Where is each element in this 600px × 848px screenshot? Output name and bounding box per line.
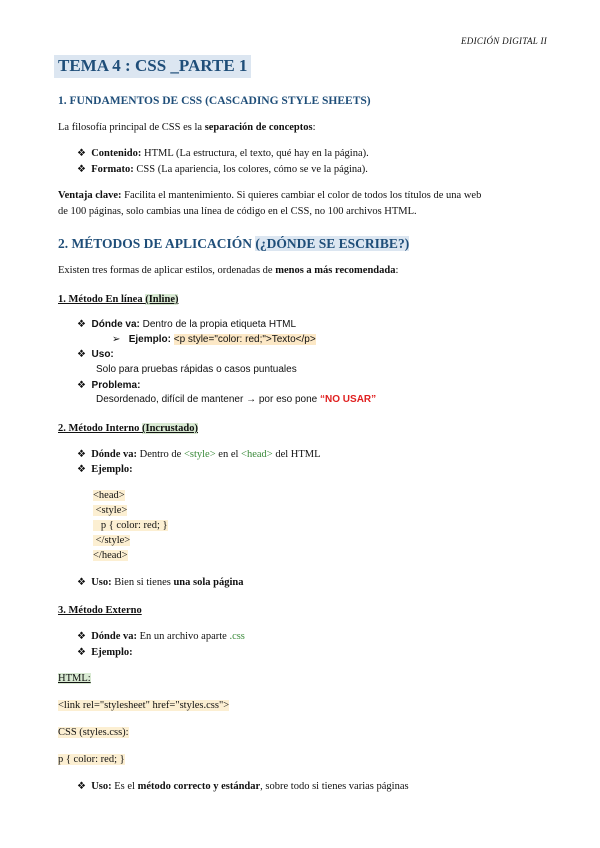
m2-donde: ❖ Dónde va: Dentro de <style> en el <head> del HTML [77, 449, 321, 460]
section-1-heading: 1. FUNDAMENTOS DE CSS (CASCADING STYLE SHEETS) [58, 95, 371, 107]
diamond-bullet-icon: ❖ [77, 349, 86, 360]
s1-intro: La filosofía principal de CSS es la separación de conceptos: [58, 122, 316, 133]
diamond-bullet-icon: ❖ [77, 449, 86, 460]
m1-uso-text: Solo para pruebas rápidas o casos puntuales [96, 364, 297, 375]
s1-item-contenido: ❖ Contenido: HTML (La estructura, el texto, qué hay en la página). [77, 148, 369, 159]
m3-css-code: p { color: red; } [58, 754, 125, 765]
m3-uso: ❖ Uso: Es el método correcto y estándar, sobre todo si tienes varias páginas [77, 781, 409, 792]
method-3-heading: 3. Método Externo [58, 605, 142, 616]
m3-html-label: HTML: [58, 673, 91, 684]
arrow-bullet-icon: ➢ [112, 334, 121, 345]
m1-ejemplo: ➢ Ejemplo: <p style="color: red;">Texto</p> [112, 334, 316, 345]
m1-problema-label: ❖ Problema: [77, 380, 141, 391]
header-right: EDICIÓN DIGITAL II [461, 36, 548, 46]
page-title: TEMA 4 : CSS _PARTE 1 [54, 55, 251, 78]
m2-uso: ❖ Uso: Bien si tienes una sola página [77, 577, 244, 588]
m3-css-label: CSS (styles.css): [58, 727, 129, 738]
m2-code-line: <head> [93, 490, 125, 501]
diamond-bullet-icon: ❖ [77, 577, 86, 588]
diamond-bullet-icon: ❖ [77, 647, 86, 658]
s1-ventaja-line1: Ventaja clave: Facilita el mantenimiento. Si quieres cambiar el color de todos los títulos de una web [58, 190, 482, 201]
diamond-bullet-icon: ❖ [77, 380, 86, 391]
section-2-heading: 2. MÉTODOS DE APLICACIÓN (¿DÓNDE SE ESCRIBE?) [58, 236, 410, 251]
m2-code-line: <style> [93, 505, 128, 516]
diamond-bullet-icon: ❖ [77, 164, 86, 175]
s2-intro: Existen tres formas de aplicar estilos, ordenadas de menos a más recomendada: [58, 265, 399, 276]
diamond-bullet-icon: ❖ [77, 464, 86, 475]
m2-code-line: </head> [93, 550, 128, 561]
m1-donde: ❖ Dónde va: Dentro de la propia etiqueta HTML [77, 319, 297, 330]
m2-code-line: p { color: red; } [93, 520, 168, 531]
diamond-bullet-icon: ❖ [77, 781, 86, 792]
method-2-heading: 2. Método Interno (Incrustado) [58, 423, 199, 434]
diamond-bullet-icon: ❖ [77, 631, 86, 642]
m3-html-code: <link rel="stylesheet" href="styles.css"> [58, 700, 230, 711]
m2-code-line: </style> [93, 535, 131, 546]
m2-ejemplo: ❖ Ejemplo: [77, 464, 133, 475]
diamond-bullet-icon: ❖ [77, 319, 86, 330]
s1-ventaja-line2: de 100 páginas, solo cambias una línea de código en el CSS, no 100 archivos HTML. [58, 206, 417, 217]
m1-uso-label: ❖ Uso: [77, 349, 114, 360]
m3-ejemplo: ❖ Ejemplo: [77, 647, 133, 658]
method-1-heading: 1. Método En línea (Inline) [58, 294, 179, 305]
s1-item-formato: ❖ Formato: CSS (La apariencia, los colores, cómo se ve la página). [77, 164, 368, 175]
m3-donde: ❖ Dónde va: En un archivo aparte .css [77, 631, 245, 642]
m1-problema-text: Desordenado, difícil de mantener → por eso pone “NO USAR” [96, 394, 377, 405]
diamond-bullet-icon: ❖ [77, 148, 86, 159]
